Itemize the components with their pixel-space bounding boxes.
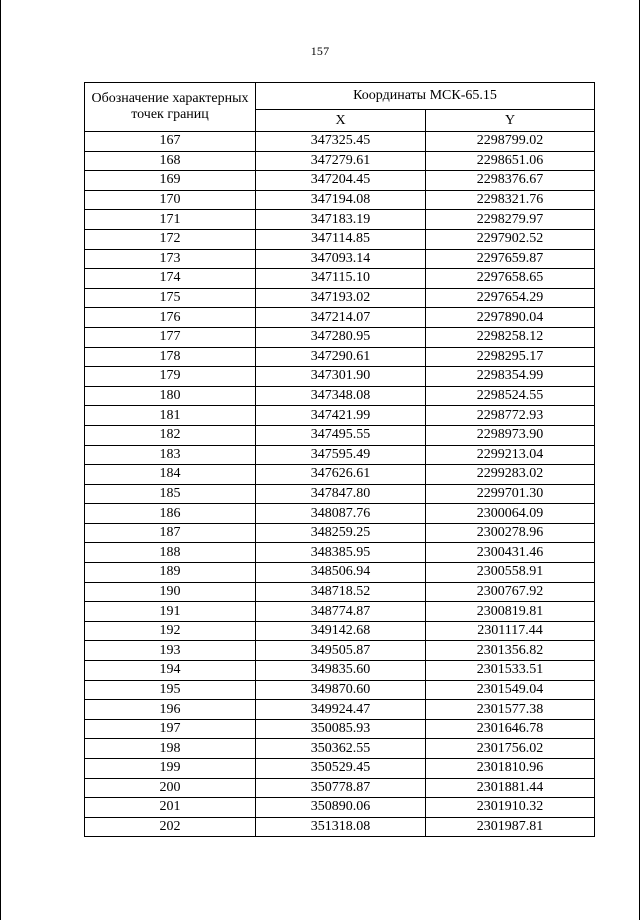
table-row xyxy=(85,602,595,622)
table-row xyxy=(85,719,595,739)
point-number-cell: 184 xyxy=(85,465,256,485)
y-coordinate-cell: 2298279.97 xyxy=(426,210,595,230)
x-coordinate-cell: 347204.45 xyxy=(256,171,426,191)
y-coordinate-cell: 2300278.96 xyxy=(426,523,595,543)
y-coordinate-cell: 2301756.02 xyxy=(426,739,595,759)
x-column-header: X xyxy=(256,110,426,132)
x-coordinate-cell: 347280.95 xyxy=(256,327,426,347)
table-row xyxy=(85,171,595,191)
point-number-cell: 168 xyxy=(85,151,256,171)
point-number-cell: 193 xyxy=(85,641,256,661)
x-coordinate-cell: 347114.85 xyxy=(256,229,426,249)
y-coordinate-cell: 2301987.81 xyxy=(426,817,595,837)
y-coordinate-cell: 2300767.92 xyxy=(426,582,595,602)
x-coordinate-cell: 347115.10 xyxy=(256,269,426,289)
y-coordinate-cell: 2298524.55 xyxy=(426,386,595,406)
table-row xyxy=(85,817,595,837)
x-coordinate-cell: 349142.68 xyxy=(256,621,426,641)
y-coordinate-cell: 2298799.02 xyxy=(426,132,595,152)
y-coordinate-cell: 2298354.99 xyxy=(426,367,595,387)
y-coordinate-cell: 2298258.12 xyxy=(426,327,595,347)
point-number-cell: 187 xyxy=(85,523,256,543)
table-row xyxy=(85,582,595,602)
table-row xyxy=(85,504,595,524)
point-label-header: Обозначение характерных точек границ xyxy=(85,83,256,132)
y-coordinate-cell: 2300819.81 xyxy=(426,602,595,622)
table-row xyxy=(85,759,595,779)
point-number-cell: 172 xyxy=(85,229,256,249)
x-coordinate-cell: 349505.87 xyxy=(256,641,426,661)
x-coordinate-cell: 348506.94 xyxy=(256,563,426,583)
y-coordinate-cell: 2298295.17 xyxy=(426,347,595,367)
point-number-cell: 169 xyxy=(85,171,256,191)
y-coordinate-cell: 2297890.04 xyxy=(426,308,595,328)
y-coordinate-cell: 2299283.02 xyxy=(426,465,595,485)
table-row xyxy=(85,700,595,720)
x-coordinate-cell: 348774.87 xyxy=(256,602,426,622)
point-number-cell: 181 xyxy=(85,406,256,426)
y-coordinate-cell: 2301881.44 xyxy=(426,778,595,798)
x-coordinate-cell: 349870.60 xyxy=(256,680,426,700)
table-row xyxy=(85,406,595,426)
x-coordinate-cell: 350890.06 xyxy=(256,798,426,818)
left-scan-edge xyxy=(0,0,1,920)
table-row xyxy=(85,327,595,347)
table-row xyxy=(85,641,595,661)
table-row xyxy=(85,798,595,818)
y-coordinate-cell: 2299701.30 xyxy=(426,484,595,504)
x-coordinate-cell: 347325.45 xyxy=(256,132,426,152)
y-coordinate-cell: 2297902.52 xyxy=(426,229,595,249)
table-row xyxy=(85,229,595,249)
x-coordinate-cell: 351318.08 xyxy=(256,817,426,837)
x-coordinate-cell: 350085.93 xyxy=(256,719,426,739)
y-coordinate-cell: 2297654.29 xyxy=(426,288,595,308)
table-row xyxy=(85,621,595,641)
table-row xyxy=(85,151,595,171)
x-coordinate-cell: 347214.07 xyxy=(256,308,426,328)
x-coordinate-cell: 347626.61 xyxy=(256,465,426,485)
table-body xyxy=(85,132,595,837)
x-coordinate-cell: 350778.87 xyxy=(256,778,426,798)
y-coordinate-cell: 2301533.51 xyxy=(426,661,595,681)
coordinates-table xyxy=(84,82,595,837)
point-number-cell: 182 xyxy=(85,425,256,445)
y-coordinate-cell: 2301117.44 xyxy=(426,621,595,641)
point-number-cell: 179 xyxy=(85,367,256,387)
table-row xyxy=(85,739,595,759)
x-coordinate-cell: 350362.55 xyxy=(256,739,426,759)
point-number-cell: 200 xyxy=(85,778,256,798)
y-coordinate-cell: 2300558.91 xyxy=(426,563,595,583)
table-row xyxy=(85,778,595,798)
table-row xyxy=(85,347,595,367)
point-number-cell: 188 xyxy=(85,543,256,563)
y-coordinate-cell: 2299213.04 xyxy=(426,445,595,465)
table-row xyxy=(85,132,595,152)
point-number-cell: 189 xyxy=(85,563,256,583)
point-number-cell: 171 xyxy=(85,210,256,230)
table-row xyxy=(85,661,595,681)
table-row xyxy=(85,288,595,308)
table-row xyxy=(85,190,595,210)
y-column-header: Y xyxy=(426,110,595,132)
x-coordinate-cell: 347194.08 xyxy=(256,190,426,210)
point-number-cell: 183 xyxy=(85,445,256,465)
y-coordinate-cell: 2298321.76 xyxy=(426,190,595,210)
coordinates-table-container xyxy=(84,82,594,837)
x-coordinate-cell: 347301.90 xyxy=(256,367,426,387)
x-coordinate-cell: 347495.55 xyxy=(256,425,426,445)
point-number-cell: 199 xyxy=(85,759,256,779)
y-coordinate-cell: 2301549.04 xyxy=(426,680,595,700)
table-row xyxy=(85,210,595,230)
x-coordinate-cell: 348087.76 xyxy=(256,504,426,524)
y-coordinate-cell: 2301910.32 xyxy=(426,798,595,818)
point-number-cell: 196 xyxy=(85,700,256,720)
table-row xyxy=(85,308,595,328)
table-row xyxy=(85,367,595,387)
point-number-cell: 192 xyxy=(85,621,256,641)
table-row xyxy=(85,563,595,583)
table-row xyxy=(85,543,595,563)
x-coordinate-cell: 347421.99 xyxy=(256,406,426,426)
point-number-cell: 175 xyxy=(85,288,256,308)
point-number-cell: 202 xyxy=(85,817,256,837)
x-coordinate-cell: 349835.60 xyxy=(256,661,426,681)
y-coordinate-cell: 2301646.78 xyxy=(426,719,595,739)
table-row xyxy=(85,425,595,445)
y-coordinate-cell: 2297658.65 xyxy=(426,269,595,289)
point-number-cell: 177 xyxy=(85,327,256,347)
y-coordinate-cell: 2301577.38 xyxy=(426,700,595,720)
x-coordinate-cell: 347595.49 xyxy=(256,445,426,465)
table-row xyxy=(85,249,595,269)
point-number-cell: 190 xyxy=(85,582,256,602)
y-coordinate-cell: 2298973.90 xyxy=(426,425,595,445)
point-number-cell: 186 xyxy=(85,504,256,524)
point-number-cell: 185 xyxy=(85,484,256,504)
x-coordinate-cell: 347093.14 xyxy=(256,249,426,269)
x-coordinate-cell: 349924.47 xyxy=(256,700,426,720)
point-number-cell: 195 xyxy=(85,680,256,700)
table-row xyxy=(85,445,595,465)
y-coordinate-cell: 2298376.67 xyxy=(426,171,595,191)
x-coordinate-cell: 347193.02 xyxy=(256,288,426,308)
coords-group-header: Координаты МСК-65.15 xyxy=(256,83,595,110)
page-number: 157 xyxy=(310,44,330,58)
point-number-cell: 201 xyxy=(85,798,256,818)
point-number-cell: 191 xyxy=(85,602,256,622)
point-number-cell: 194 xyxy=(85,661,256,681)
x-coordinate-cell: 347348.08 xyxy=(256,386,426,406)
x-coordinate-cell: 347847.80 xyxy=(256,484,426,504)
table-row xyxy=(85,386,595,406)
x-coordinate-cell: 347183.19 xyxy=(256,210,426,230)
table-row xyxy=(85,269,595,289)
table-row xyxy=(85,465,595,485)
y-coordinate-cell: 2297659.87 xyxy=(426,249,595,269)
table-header xyxy=(85,83,595,132)
x-coordinate-cell: 348259.25 xyxy=(256,523,426,543)
point-number-cell: 167 xyxy=(85,132,256,152)
y-coordinate-cell: 2301810.96 xyxy=(426,759,595,779)
x-coordinate-cell: 347290.61 xyxy=(256,347,426,367)
y-coordinate-cell: 2300064.09 xyxy=(426,504,595,524)
x-coordinate-cell: 347279.61 xyxy=(256,151,426,171)
table-row xyxy=(85,680,595,700)
point-number-cell: 176 xyxy=(85,308,256,328)
point-number-cell: 198 xyxy=(85,739,256,759)
point-number-cell: 174 xyxy=(85,269,256,289)
y-coordinate-cell: 2298651.06 xyxy=(426,151,595,171)
point-number-cell: 173 xyxy=(85,249,256,269)
point-number-cell: 180 xyxy=(85,386,256,406)
x-coordinate-cell: 350529.45 xyxy=(256,759,426,779)
y-coordinate-cell: 2298772.93 xyxy=(426,406,595,426)
x-coordinate-cell: 348385.95 xyxy=(256,543,426,563)
point-number-cell: 178 xyxy=(85,347,256,367)
y-coordinate-cell: 2301356.82 xyxy=(426,641,595,661)
x-coordinate-cell: 348718.52 xyxy=(256,582,426,602)
y-coordinate-cell: 2300431.46 xyxy=(426,543,595,563)
point-number-cell: 170 xyxy=(85,190,256,210)
point-number-cell: 197 xyxy=(85,719,256,739)
table-row xyxy=(85,523,595,543)
table-row xyxy=(85,484,595,504)
